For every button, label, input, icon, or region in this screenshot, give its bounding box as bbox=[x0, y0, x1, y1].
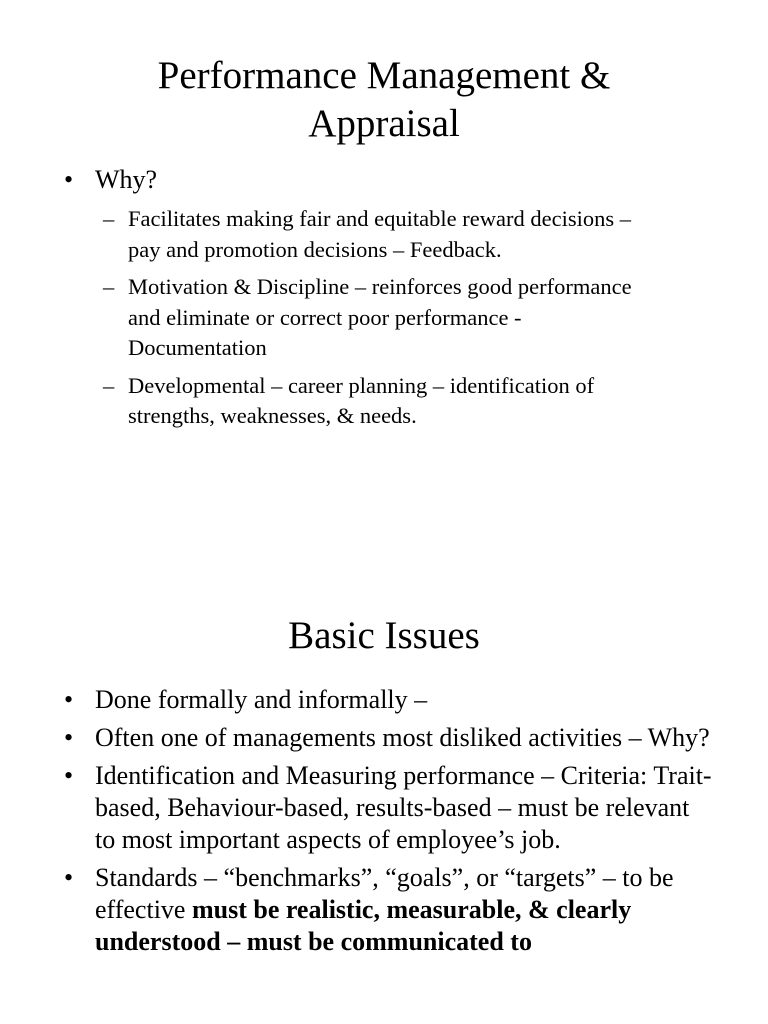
bullet-text: Done formally and informally – bbox=[95, 685, 428, 714]
sub-item-text: Motivation & Discipline – reinforces good performance and eliminate or correct poor performance - Documentation bbox=[128, 274, 632, 360]
slide1-bullet-list bbox=[0, 164, 768, 432]
bullet-glyph: • bbox=[64, 863, 74, 892]
bullet-item-standards bbox=[0, 862, 768, 958]
bullet-item-why bbox=[0, 164, 768, 432]
bullet-glyph: • bbox=[64, 723, 74, 752]
dash-glyph: – bbox=[103, 206, 115, 231]
sub-item-text: Facilitates making fair and equitable reward decisions – pay and promotion decisions – Feedback. bbox=[128, 206, 631, 262]
slide-performance-management bbox=[0, 0, 768, 500]
dash-glyph: – bbox=[103, 274, 115, 299]
slide1-title-line2: Appraisal bbox=[308, 102, 460, 145]
bullet-item-measuring-performance bbox=[0, 760, 768, 856]
bullet-glyph: • bbox=[64, 165, 74, 194]
bullet-item-formal-informal bbox=[0, 684, 768, 716]
slide1-title-line1: Performance Management & bbox=[157, 54, 611, 97]
bullet-text: Why? bbox=[95, 165, 158, 194]
dash-glyph: – bbox=[103, 372, 115, 398]
bullet-item-disliked-activities bbox=[0, 722, 768, 754]
bullet-text-normal: Standards – “benchmarks”, “goals”, or “targets” – to be effective bbox=[95, 863, 674, 924]
slide2-bullet-list bbox=[0, 684, 768, 958]
bullet-text-bold: must be realistic, measurable, & clearly understood – must be communicated to bbox=[95, 895, 632, 956]
slide1-title bbox=[0, 0, 768, 148]
bullet-glyph: • bbox=[64, 685, 74, 714]
bullet-text: Often one of managements most disliked activities – Why? bbox=[95, 723, 710, 752]
sub-item-reward-decisions bbox=[0, 204, 712, 265]
bullet-text: Identification and Measuring performance – Criteria: Trait-based, Behaviour-based, results-based – must be relevant to most important aspects of employee’s job. bbox=[95, 761, 712, 854]
slide-basic-issues bbox=[0, 600, 768, 1024]
sub-item-developmental bbox=[0, 371, 712, 432]
sub-item-text: Developmental – career planning – identification of strengths, weaknesses, & needs. bbox=[128, 372, 595, 428]
bullet-glyph: • bbox=[64, 761, 74, 790]
sub-item-motivation-discipline bbox=[0, 272, 712, 364]
sub-bullet-list bbox=[0, 204, 712, 432]
slide2-title: Basic Issues bbox=[288, 614, 480, 657]
